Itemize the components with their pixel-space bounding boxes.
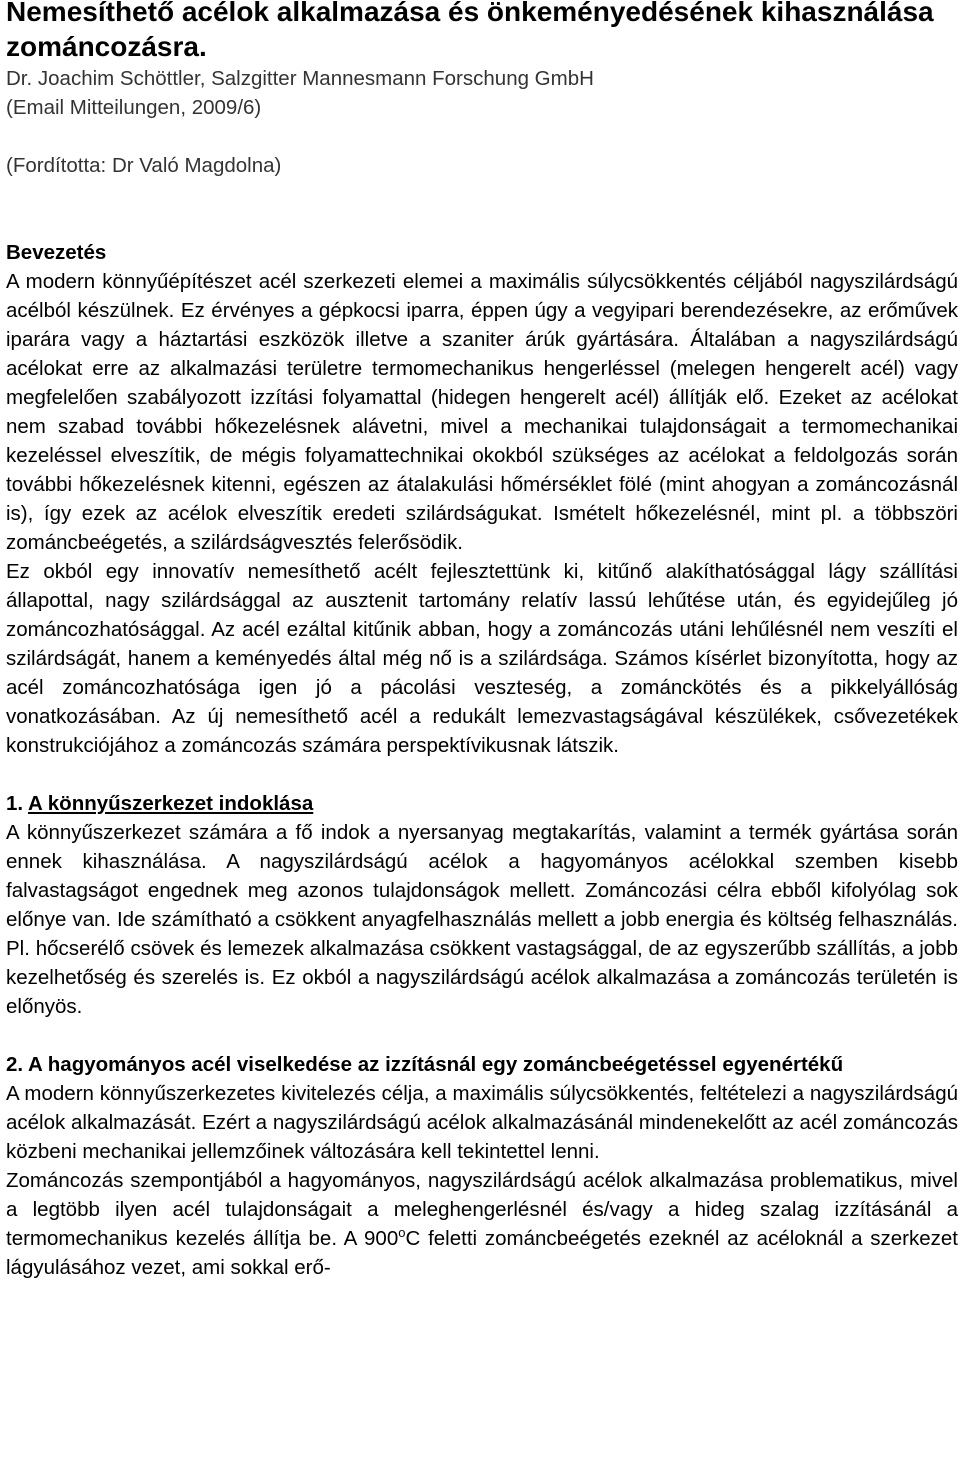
section-2-paragraph-2-end: C feletti zománcbeégetés ezeknél az acéloknál a szerkezet lágyulásához vezet, ami sokkal erő- <box>6 1227 958 1279</box>
spacer <box>6 1021 958 1050</box>
spacer <box>6 760 958 789</box>
document-page <box>6 0 958 1282</box>
section-1-title: A könnyűszerkezet indoklása <box>28 792 314 815</box>
section-2-paragraph-2 <box>6 1166 958 1282</box>
author-line: Dr. Joachim Schöttler, Salzgitter Mannesmann Forschung GmbH <box>6 67 594 90</box>
section-2-heading: 2. A hagyományos acél viselkedése az izzításnál egy zománcbeégetéssel egyenértékű <box>6 1053 844 1076</box>
section-2-paragraph-1: A modern könnyűszerkezetes kivitelezés célja, a maximális súlycsökkentés, feltételezi a nagyszilárdságú acélok alkalmazását. Ezért a nagyszilárdságú acélok alkalmazásánál mindenekelőtt az acél zománcozás közbeni mechanikai jellemzőinek változására kell tekintettel lenni. <box>6 1082 958 1163</box>
intro-paragraph-2: Ez okból egy innovatív nemesíthető acélt fejlesztettünk ki, kitűnő alakíthatósággal lágy szállítási állapottal, nagy szilárdsággal az ausztenit tartomány relatív lassú lehűtése után, és egyidejűleg jó zománcozhatósággal. Az acél ezáltal kitűnik abban, hogy a zománcozás utáni lehűlésnél nem veszíti el szilárdságát, hanem a keményedés által még nő is a szilárdsága. Számos kísérlet bizonyította, hogy az acél zománcozhatósága igen jó a pácolási veszteség, a zománckötés és a pikkelyállóság vonatkozásában. Az új nemesíthető acél a redukált lemezvastagságával készülékek, csővezetékek konstrukciójához a zománcozás számára perspektívikusnak látszik. <box>6 560 958 757</box>
spacer <box>6 180 958 209</box>
section-1-paragraph-1: A könnyűszerkezet számára a fő indok a nyersanyag megtakarítás, valamint a termék gyártása során ennek kihasználása. A nagyszilárdságú acélok a hagyományos acélokkal szemben kisebb falvastagságot engednek meg azonos tulajdonságok mellett. Zománcozási célra ebből kifolyólag sok előnye van. Ide számítható a csökkent anyagfelhasználás mellett a jobb energia és költség felhasználás. Pl. hőcserélő csövek és lemezek alkalmazása csökkent vastagsággal, de az egyszerűbb szállítás, a jobb kezelhetőség és szerelés is. Ez okból a nagyszilárdságú acélok alkalmazása a zománcozás területén is előnyös. <box>6 821 958 1018</box>
intro-paragraph-1: A modern könnyűépítészet acél szerkezeti elemei a maximális súlycsökkentés céljából nagyszilárdságú acélból készülnek. Ez érvényes a gépkocsi iparra, éppen úgy a vegyipari berendezésekre, az erőművek iparára vagy a háztartási eszközök illetve a szaniter árúk gyártására. Általában a nagyszilárdságú acélokat erre az alkalmazási területre termomechanikus hengerléssel (melegen hengerelt acél) vagy megfelelően szabályozott izzítási folyamattal (hidegen hengerelt acél) állítják elő. Ezeket az acélokat nem szabad további hőkezelésnek alávetni, mivel a mechanikai tulajdonságait a termomechanikai kezeléssel elveszítik, de mégis folyamattechnikai okokból szükséges az acélokat a feldolgozás során további hőkezelésnek kitenni, egészen az átalakulási hőmérséklet fölé (mint ahogyan a zománcozásnál is), így ezek az acélok elveszítik eredeti szilárdságukat. Ismételt hőkezelésnél, mint pl. a többszöri zománcbeégetés, a szilárdságvesztés felerősödik. <box>6 270 958 554</box>
source-line: (Email Mitteilungen, 2009/6) <box>6 96 262 119</box>
section-1-heading <box>6 789 958 818</box>
spacer <box>6 209 958 238</box>
intro-heading: Bevezetés <box>6 241 107 264</box>
section-2-paragraph-2-start: Zománcozás szempontjából a hagyományos, nagyszilárdságú acélok alkalmazása problematikus, mivel a legtöbb ilyen acél tulajdonságait a meleghengerlésnél és/vagy a hideg szalag izzításánál a termomechanikus kezelés állítja be. A 900 <box>6 1169 958 1250</box>
spacer <box>6 122 958 151</box>
section-1-number: 1. <box>6 792 24 815</box>
degree-superscript: o <box>398 1225 406 1240</box>
document-title: Nemesíthető acélok alkalmazása és önkeményedésének kihasználása zománcozásra. <box>6 0 934 62</box>
translator-line: (Fordította: Dr Való Magdolna) <box>6 154 282 177</box>
